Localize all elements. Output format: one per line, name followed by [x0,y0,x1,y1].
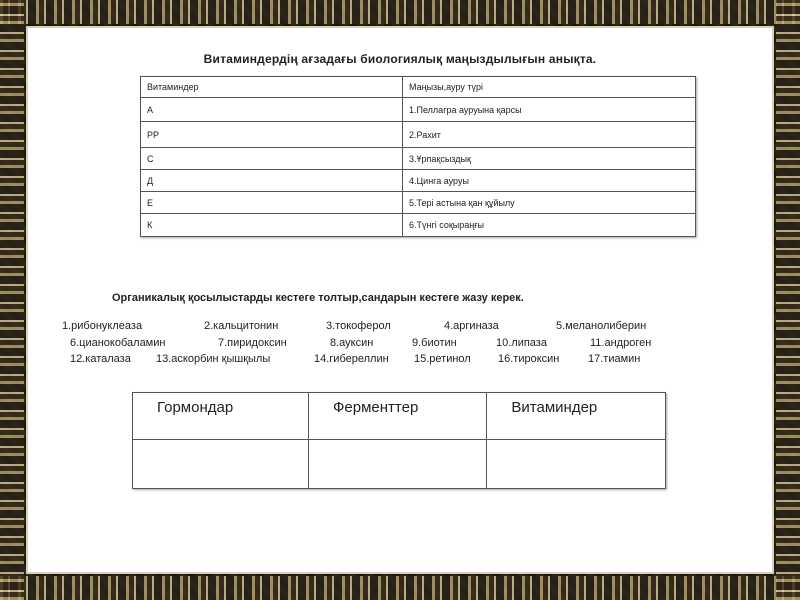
frame-ornament-right [776,0,800,600]
vitamin-cell: Е [141,192,403,214]
compound-item: 7.пиридоксин [218,337,287,349]
classification-table [132,392,666,489]
vitamin-cell: С [141,148,403,170]
meaning-cell: 6.Түнгі соқыраңғы [403,214,696,237]
compound-item: 11.андроген [590,337,652,349]
header-cell-vitamins: Витаминдер [487,393,666,440]
table-header-row [141,77,696,98]
compound-item: 10.липаза [496,337,547,349]
table-row [141,214,696,237]
header-cell: Маңызы,ауру түрі [403,77,696,98]
compound-item: 1.рибонуклеаза [62,320,143,332]
answer-cell-hormones[interactable] [133,440,309,489]
compound-item: 2.кальцитонин [204,320,279,332]
meaning-cell: 1.Пеллагра ауруына қарсы [403,98,696,122]
table-row [141,148,696,170]
vitamin-table [140,76,696,237]
compound-item: 12.каталаза [70,353,131,365]
compound-item: 17.тиамин [588,353,641,365]
compound-item: 5.меланолиберин [556,320,647,332]
meaning-cell: 4.Цинга ауруы [403,170,696,192]
table-row [141,98,696,122]
compound-item: 4.аргиназа [444,320,499,332]
compound-item: 9.биотин [412,337,457,349]
classification-header-row [133,393,666,440]
meaning-cell: 2.Рахит [403,122,696,148]
compound-item: 8.ауксин [330,337,374,349]
vitamin-cell: К [141,214,403,237]
table-row [141,122,696,148]
frame-ornament-top [0,0,800,24]
vitamin-cell: Д [141,170,403,192]
meaning-cell: 3.Ұрпақсыздық [403,148,696,170]
header-cell-hormones: Гормондар [133,393,309,440]
page-title: Витаминдердің ағзадағы биологиялық маңыздылығын анықта. [203,52,597,66]
vitamin-cell: А [141,98,403,122]
slide-panel [26,26,774,574]
table-row [141,170,696,192]
answer-cell-enzymes[interactable] [309,440,487,489]
compound-item: 3.токоферол [326,320,391,332]
classification-answer-row [133,440,666,489]
compound-item: 13.аскорбин қышқылы [156,353,271,365]
compound-item: 16.тироксин [498,353,560,365]
table-row [141,192,696,214]
vitamin-cell: РР [141,122,403,148]
compound-item: 14.гибереллин [314,353,389,365]
task-subtitle: Органикалық қосылыстарды кестеге толтыр,сандарын кестеге жазу керек. [112,292,524,304]
meaning-cell: 5.Тері астына қан құйылу [403,192,696,214]
frame-ornament-left [0,0,24,600]
header-cell-enzymes: Ферменттер [309,393,487,440]
compound-item: 6.цианокобаламин [70,337,166,349]
frame-ornament-bottom [0,576,800,600]
answer-cell-vitamins[interactable] [487,440,666,489]
header-cell: Витаминдер [141,77,403,98]
compound-item: 15.ретинол [414,353,471,365]
